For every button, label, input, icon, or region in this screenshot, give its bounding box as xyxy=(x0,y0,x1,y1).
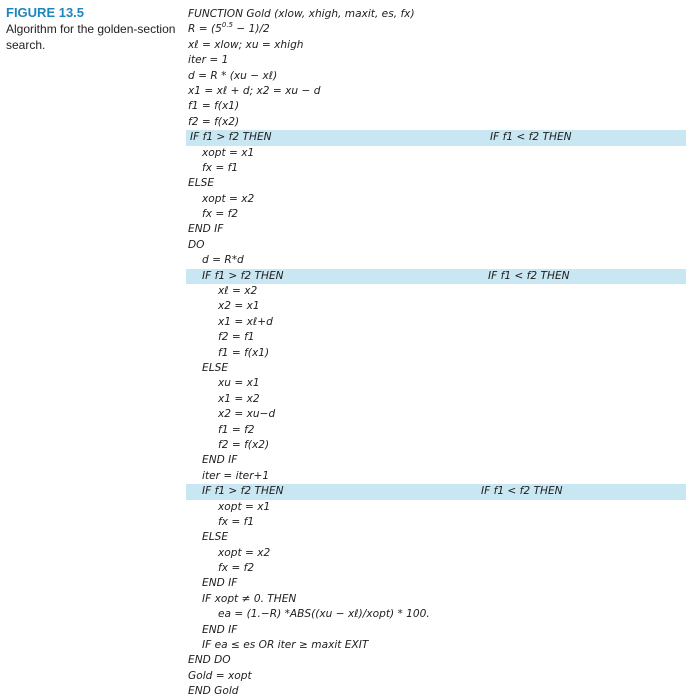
code-line xyxy=(0,315,700,330)
code-line xyxy=(0,146,700,161)
code-line xyxy=(0,115,700,130)
code-line xyxy=(0,576,700,591)
r-definition xyxy=(188,22,270,37)
code-line xyxy=(0,392,700,407)
code-line xyxy=(0,99,700,114)
code-line xyxy=(0,84,700,99)
code-line xyxy=(0,161,700,176)
code-line-text: xopt = x2 xyxy=(202,192,255,205)
code-line xyxy=(0,638,700,653)
code-line xyxy=(0,669,700,684)
code-line-text: xopt = x2 xyxy=(218,546,271,559)
code-line xyxy=(0,530,700,545)
code-line-text: IF f1 > f2 THEN xyxy=(202,269,284,282)
code-line xyxy=(0,423,700,438)
code-line-text: iter = 1 xyxy=(188,54,229,67)
code-line xyxy=(0,238,700,253)
code-line-text: IF f1 > f2 THEN xyxy=(190,131,272,144)
code-line-text: ELSE xyxy=(202,361,229,374)
code-line-text: xopt = x1 xyxy=(218,500,271,513)
code-line xyxy=(0,469,700,484)
code-line-text: IF ea ≤ es OR iter ≥ maxit EXIT xyxy=(202,639,369,652)
code-line-text: iter = iter+1 xyxy=(202,469,270,482)
alternate-condition: IF f1 < f2 THEN xyxy=(481,485,563,498)
function-signature: FUNCTION Gold (xlow, xhigh, maxit, es, fx) xyxy=(188,8,415,20)
r-definition-exponent: 0.5 xyxy=(221,21,233,30)
code-line-text: END Gold xyxy=(188,685,239,698)
code-line-text: ea = (1.−R) *ABS((xu − xℓ)/xopt) * 100. xyxy=(218,608,430,621)
code-line-text: END IF xyxy=(188,223,224,236)
code-lines xyxy=(0,38,700,700)
code-line xyxy=(0,561,700,576)
alternate-condition: IF f1 < f2 THEN xyxy=(488,269,570,282)
code-line-text: fx = f1 xyxy=(202,161,239,174)
code-line-text: d = R * (xu − xℓ) xyxy=(188,69,278,82)
code-line xyxy=(0,407,700,422)
code-line xyxy=(0,515,700,530)
code-line-text: ELSE xyxy=(188,177,215,190)
code-line xyxy=(0,653,700,668)
code-line-text: f1 = f(x1) xyxy=(218,346,270,359)
code-line-text: xu = x1 xyxy=(218,377,260,390)
code-line-text: x2 = xu−d xyxy=(218,408,276,421)
code-line xyxy=(0,546,700,561)
code-line-text: x2 = x1 xyxy=(218,300,260,313)
code-line xyxy=(0,38,700,53)
r-definition-rest: − 1)/2 xyxy=(233,23,270,36)
code-line xyxy=(0,500,700,515)
code-line xyxy=(0,207,700,222)
code-line-text: END IF xyxy=(202,623,238,636)
code-line-text: END DO xyxy=(188,654,231,667)
figure-description: Algorithm for the golden-section search. xyxy=(6,22,176,52)
code-line-text: d = R*d xyxy=(202,254,244,267)
code-line xyxy=(0,284,700,299)
code-line xyxy=(0,176,700,191)
code-line xyxy=(0,69,700,84)
code-line-text: IF f1 > f2 THEN xyxy=(202,485,284,498)
code-line-text: x1 = xℓ + d; x2 = xu − d xyxy=(188,84,321,97)
code-line-highlighted xyxy=(186,130,686,145)
code-line xyxy=(0,592,700,607)
code-line xyxy=(0,299,700,314)
code-line-text: xopt = x1 xyxy=(202,146,255,159)
code-line xyxy=(0,453,700,468)
code-line-text: f2 = f(x2) xyxy=(188,115,240,128)
code-line-text: f2 = f(x2) xyxy=(218,438,270,451)
code-line-text: f1 = f(x1) xyxy=(188,100,240,113)
code-line xyxy=(0,684,700,699)
code-line-highlighted xyxy=(186,484,686,499)
code-line-text: x1 = x2 xyxy=(218,392,260,405)
code-line xyxy=(0,438,700,453)
code-line xyxy=(0,361,700,376)
code-line xyxy=(0,376,700,391)
code-line-text: fx = f2 xyxy=(202,208,239,221)
code-line xyxy=(0,53,700,68)
code-line-r-definition xyxy=(0,22,700,37)
r-definition-base: R = (5 xyxy=(188,23,222,36)
code-line-text: xℓ = xlow; xu = xhigh xyxy=(188,38,304,51)
code-line-text: END IF xyxy=(202,577,238,590)
code-line-text: IF xopt ≠ 0. THEN xyxy=(202,592,297,605)
code-line-text: ELSE xyxy=(202,531,229,544)
code-line-text: x1 = xℓ+d xyxy=(218,315,273,328)
code-line-highlighted xyxy=(186,269,686,284)
code-line xyxy=(0,253,700,268)
pseudocode-block xyxy=(0,7,700,700)
code-line-header xyxy=(0,7,700,22)
code-line-text: f1 = f2 xyxy=(218,423,255,436)
alternate-condition: IF f1 < f2 THEN xyxy=(490,131,572,144)
code-line-text: DO xyxy=(188,238,205,251)
code-line xyxy=(0,330,700,345)
code-line xyxy=(0,346,700,361)
code-line-text: fx = f2 xyxy=(218,562,255,575)
figure-title: FIGURE 13.5 xyxy=(6,5,85,20)
code-line-text: xℓ = x2 xyxy=(218,285,258,298)
code-line-text: Gold = xopt xyxy=(188,669,252,682)
code-line-text: END IF xyxy=(202,454,238,467)
code-line xyxy=(0,222,700,237)
code-line-text: f2 = f1 xyxy=(218,331,255,344)
code-line xyxy=(0,623,700,638)
code-line-text: fx = f1 xyxy=(218,515,255,528)
code-line xyxy=(0,192,700,207)
code-line xyxy=(0,607,700,622)
